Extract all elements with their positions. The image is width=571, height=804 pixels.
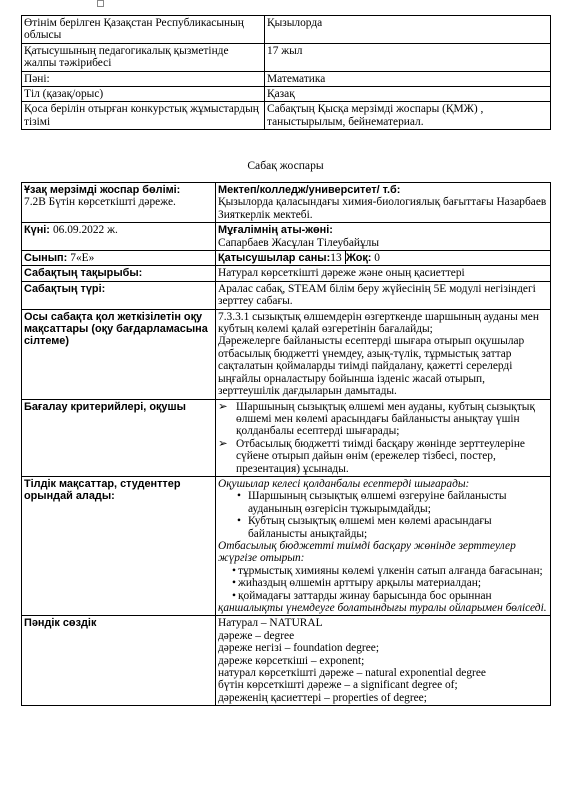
absent-value: 0 bbox=[374, 252, 380, 265]
page-title: Сабақ жоспары bbox=[247, 159, 324, 172]
grade-cell bbox=[22, 251, 216, 266]
table-row bbox=[22, 476, 551, 615]
criteria-text: Отбасылық бюджетті тиімді басқару жөнінде зерттеулеріне сүйене отырып дайын өнім (ережелер тізбесі, постер, презентация) ұсынады. bbox=[236, 437, 525, 475]
bullet-icon: • bbox=[232, 564, 236, 577]
table-row bbox=[22, 102, 551, 130]
grade-value: 7«Е» bbox=[70, 252, 95, 265]
topic-value: Натурал көрсеткішті дәреже және оның қасиеттері bbox=[216, 266, 551, 281]
vocab-item: дәреже – degree bbox=[218, 629, 295, 642]
topic-label: Сабақтың тақырыбы: bbox=[22, 266, 216, 281]
school-cell bbox=[216, 183, 551, 223]
objective-text: 7.3.3.1 сызықтық өлшемдерін өзгерткенде шаршының ауданы мен кубтың көлемі қалай өзгеретінін бағалайды; bbox=[218, 310, 539, 336]
teacher-cell bbox=[216, 223, 551, 251]
bullet-icon: • bbox=[237, 490, 241, 503]
list-item bbox=[218, 515, 547, 540]
language-item: жиһаздың өлшемін арттыру арқылы материалдан; bbox=[238, 577, 482, 590]
table-row bbox=[22, 87, 551, 102]
vocab-item: дәреженің қасиеттері – properties of degree; bbox=[218, 691, 427, 704]
objectives-cell bbox=[216, 309, 551, 399]
objective-text: Дәрежелерге байланысты есептерді шығара отырып оқушылар отбасылық бюджетті үнемдеу, азық-түлік, тұрмыстық заттар сақталатын қоймаларды тиімді пайдалану, қажетті серелерді ыңғайлы орналастыру бойынша ізденіс жасай отырып, зерттеушілік дағдыларын дамытады. bbox=[218, 335, 525, 398]
info-label: Қатысушының педагогикалық қызметінде жалпы тәжірибесі bbox=[22, 43, 265, 71]
type-label: Сабақтың түрі: bbox=[22, 281, 216, 309]
bullet-icon: • bbox=[232, 577, 236, 590]
criteria-cell bbox=[216, 399, 551, 476]
present-label: Қатысушылар саны: bbox=[218, 252, 331, 265]
arrow-bullet-icon: ➢ bbox=[218, 437, 228, 450]
vocab-item: Натурал – NATURAL bbox=[218, 617, 323, 630]
list-item bbox=[218, 577, 547, 589]
criteria-text: Шаршының сызықтық өлшемі мен ауданы, кубтың сызықтық өлшемі мен көлемі арасындағы байланысты анықтау үшін қолданбалы есептерді шығарады; bbox=[236, 400, 535, 438]
info-label: Тіл (қазақ/орыс) bbox=[22, 87, 265, 102]
date-label: Күні: bbox=[24, 224, 50, 237]
language-intro: Оқушылар келесі қолданбалы есептерді шығарады: bbox=[218, 477, 470, 490]
table-row bbox=[22, 616, 551, 706]
info-label: Қоса берілін отырған конкурстық жұмыстардың тізімі bbox=[22, 102, 265, 130]
teacher-label: Мұғалімнің аты-жөні: bbox=[218, 224, 333, 237]
long-term-label: Ұзақ мерзімді жоспар бөлімі: bbox=[24, 184, 181, 196]
school-label: Мектеп/колледж/университет/ т.б: bbox=[218, 184, 401, 196]
school-value: Қызылорда қаласындағы химия-биологиялық бағыттағы Назарбаев Зияткерлік мектебі. bbox=[218, 196, 547, 221]
list-item bbox=[218, 590, 547, 602]
info-table bbox=[21, 15, 551, 130]
vocab-item: натурал көрсеткішті дәреже – natural exponential degree bbox=[218, 667, 486, 680]
table-row bbox=[22, 71, 551, 86]
list-item bbox=[218, 490, 547, 515]
bullet-icon: • bbox=[237, 515, 241, 528]
info-value: Қызылорда bbox=[265, 16, 551, 44]
anchor-marker bbox=[97, 0, 104, 7]
absent-label: Жоқ: bbox=[346, 252, 372, 265]
table-row bbox=[22, 399, 551, 476]
date-value: 06.09.2022 ж. bbox=[52, 224, 118, 237]
info-value: Математика bbox=[265, 71, 551, 86]
criteria-label: Бағалау критерийлері, оқушы bbox=[22, 399, 216, 476]
language-intro: Отбасылық бюджетті тиімді басқару жөнінде зерттеулер жүргізе отырып: bbox=[218, 539, 516, 565]
table-row bbox=[22, 281, 551, 309]
text-cursor bbox=[345, 250, 346, 264]
objectives-label: Осы сабақта қол жеткізілетін оқу мақсаттары (оқу бағдарламасына сілтеме) bbox=[22, 309, 216, 399]
lesson-plan-table bbox=[21, 182, 551, 706]
arrow-bullet-icon: ➢ bbox=[218, 400, 228, 413]
info-value: Қазақ bbox=[265, 87, 551, 102]
vocab-label: Пәндік сөздік bbox=[22, 616, 216, 706]
vocab-item: дәреже көрсеткіші – exponent; bbox=[218, 654, 365, 667]
table-row bbox=[22, 16, 551, 44]
grade-label: Сынып: bbox=[24, 252, 68, 265]
vocab-cell bbox=[216, 616, 551, 706]
language-outro: қаншалықты үнемдеуге болатындығы туралы ойларымен бөліседі. bbox=[218, 602, 547, 614]
language-item: тұрмыстық химияны көлемі үлкенін сатып алғанда бағасынан; bbox=[238, 564, 543, 577]
language-item: қоймадағы заттарды жинау барысында бос орыннан bbox=[238, 589, 492, 602]
date-cell bbox=[22, 223, 216, 251]
table-row bbox=[22, 43, 551, 71]
list-item bbox=[218, 565, 547, 577]
info-value: 17 жыл bbox=[265, 43, 551, 71]
info-label: Пәні: bbox=[22, 71, 265, 86]
table-row bbox=[22, 251, 551, 266]
list-item bbox=[218, 401, 547, 438]
language-cell bbox=[216, 476, 551, 615]
list-item bbox=[218, 438, 547, 475]
long-term-value: 7.2В Бүтін көрсеткішті дәреже. bbox=[24, 196, 176, 209]
type-value: Аралас сабақ, STEAM білім беру жүйесінің 5Е модулі негізіндегі зерттеу сабағы. bbox=[216, 281, 551, 309]
table-row bbox=[22, 309, 551, 399]
attendance-cell bbox=[216, 251, 551, 266]
table-row bbox=[22, 183, 551, 223]
bullet-icon: • bbox=[232, 589, 236, 602]
table-row bbox=[22, 266, 551, 281]
language-item: Шаршының сызықтық өлшемі өзгеруіне байланысты ауданының өзгерісін тұжырымдайды; bbox=[248, 490, 507, 515]
language-item: Кубтың сызықтық өлшемі мен көлемі арасындағы байланысты анықтайды; bbox=[248, 515, 492, 540]
vocab-item: бүтін көрсеткішті дәреже – a significant degree of; bbox=[218, 679, 458, 692]
long-term-cell bbox=[22, 183, 216, 223]
present-value: 13 bbox=[330, 252, 342, 265]
info-value: Сабақтың Қысқа мерзімді жоспары (ҚМЖ) , таныстырылым, бейнематериал. bbox=[265, 102, 551, 130]
vocab-item: дәреже негізі – foundation degree; bbox=[218, 642, 379, 655]
table-row bbox=[22, 223, 551, 251]
info-label: Өтінім берілген Қазақстан Республикасының облысы bbox=[22, 16, 265, 44]
language-label: Тілдік мақсаттар, студенттер орындай алады: bbox=[22, 476, 216, 615]
teacher-value: Сапарбаев Жасұлан Тілеубайұлы bbox=[218, 236, 379, 249]
